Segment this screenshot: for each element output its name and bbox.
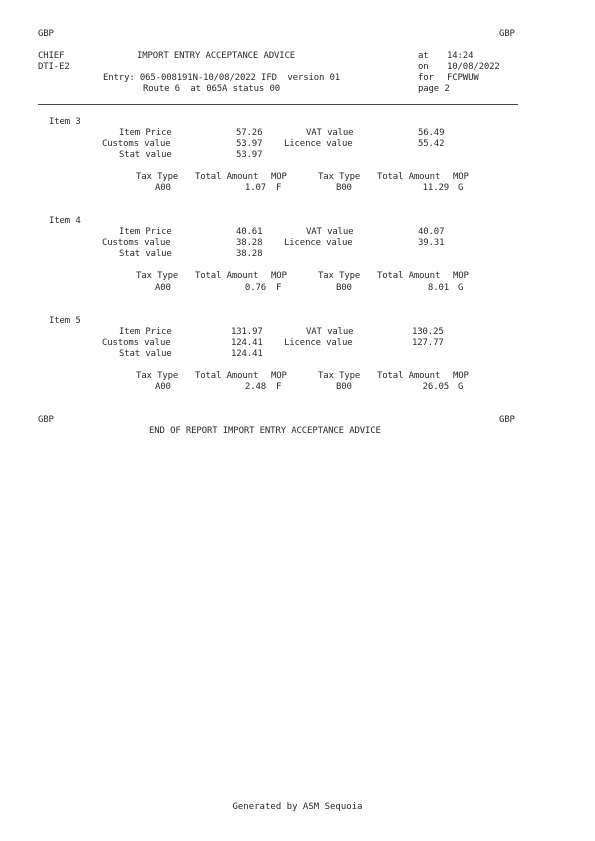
tax-amount-cell: 1.07	[244, 183, 266, 193]
licence-value-label: Licence value	[284, 338, 353, 348]
vat-value: 40.07	[418, 227, 445, 237]
stat-value: 38.28	[236, 249, 263, 259]
tax-type-cell: A00	[155, 283, 171, 293]
report-time: 14:24	[447, 51, 474, 61]
on-label: on	[418, 62, 429, 72]
customs-value-label: Customs value	[102, 338, 171, 348]
for-label: for	[418, 73, 434, 83]
tax-mop-cell: G	[458, 183, 464, 193]
tax-type-header: Tax Type	[136, 371, 179, 381]
tax-mop-cell: G	[458, 283, 464, 293]
mop-header: MOP	[271, 271, 287, 281]
currency-bottom-left: GBP	[38, 415, 54, 425]
customs-value-label: Customs value	[102, 139, 171, 149]
vat-value: 56.49	[418, 128, 445, 138]
stat-value: 124.41	[231, 349, 263, 359]
tax-type-header: Tax Type	[136, 172, 179, 182]
system-name: CHIEF	[38, 51, 65, 61]
item-price-label: Item Price	[119, 128, 172, 138]
mop-header: MOP	[453, 172, 469, 182]
report-title: IMPORT ENTRY ACCEPTANCE ADVICE	[137, 51, 296, 61]
customs-value: 124.41	[231, 338, 263, 348]
tax-mop-cell: F	[276, 382, 282, 392]
stat-value-label: Stat value	[119, 150, 172, 160]
total-amount-header: Total Amount	[377, 172, 441, 182]
item-price-value: 131.97	[231, 327, 263, 337]
vat-value-label: VAT value	[306, 227, 354, 237]
total-amount-header: Total Amount	[377, 371, 441, 381]
tax-amount-cell: 0.76	[244, 283, 266, 293]
total-amount-header: Total Amount	[195, 271, 259, 281]
tax-amount-cell: 8.01	[427, 283, 449, 293]
licence-value: 127.77	[412, 338, 444, 348]
mop-header: MOP	[453, 271, 469, 281]
tax-type-header: Tax Type	[318, 172, 361, 182]
end-of-report: END OF REPORT IMPORT ENTRY ACCEPTANCE ADVICE	[149, 426, 381, 436]
currency-top-right: GBP	[499, 29, 515, 39]
mop-header: MOP	[271, 371, 287, 381]
tax-type-cell: A00	[155, 382, 171, 392]
item-title: Item 3	[49, 117, 81, 127]
licence-value-label: Licence value	[284, 238, 353, 248]
licence-value: 55.42	[418, 139, 445, 149]
tax-type-header: Tax Type	[136, 271, 179, 281]
vat-value: 130.25	[412, 327, 444, 337]
page-number: page 2	[418, 84, 450, 94]
stat-value-label: Stat value	[119, 349, 172, 359]
header-divider	[38, 104, 518, 105]
tax-type-cell: B00	[336, 283, 352, 293]
customs-value: 38.28	[236, 238, 263, 248]
customs-value: 53.97	[236, 139, 263, 149]
entry-line: Entry: 065-008191N-10/08/2022 IFD version 01	[103, 73, 341, 83]
stat-value-label: Stat value	[119, 249, 172, 259]
vat-value-label: VAT value	[306, 128, 354, 138]
tax-amount-cell: 26.05	[422, 382, 449, 392]
mop-header: MOP	[271, 172, 287, 182]
total-amount-header: Total Amount	[195, 172, 259, 182]
item-price-label: Item Price	[119, 227, 172, 237]
item-price-value: 57.26	[236, 128, 263, 138]
route-line: Route 6 at 065A status 00	[143, 84, 280, 94]
licence-value: 39.31	[418, 238, 445, 248]
total-amount-header: Total Amount	[377, 271, 441, 281]
licence-value-label: Licence value	[284, 139, 353, 149]
tax-type-cell: B00	[336, 382, 352, 392]
tax-type-cell: A00	[155, 183, 171, 193]
mop-header: MOP	[453, 371, 469, 381]
currency-top-left: GBP	[38, 29, 54, 39]
tax-mop-cell: F	[276, 183, 282, 193]
user-id: FCPWUW	[447, 73, 479, 83]
report-date: 10/08/2022	[447, 62, 500, 72]
vat-value-label: VAT value	[306, 327, 354, 337]
item-price-label: Item Price	[119, 327, 172, 337]
item-price-value: 40.61	[236, 227, 263, 237]
customs-value-label: Customs value	[102, 238, 171, 248]
tax-type-header: Tax Type	[318, 271, 361, 281]
tax-amount-cell: 2.48	[244, 382, 266, 392]
generator-footer: Generated by ASM Sequoia	[232, 802, 363, 812]
item-title: Item 5	[49, 316, 81, 326]
tax-amount-cell: 11.29	[422, 183, 449, 193]
item-title: Item 4	[49, 216, 81, 226]
stat-value: 53.97	[236, 150, 263, 160]
at-label: at	[418, 51, 429, 61]
report-code: DTI-E2	[38, 62, 70, 72]
tax-mop-cell: F	[276, 283, 282, 293]
tax-type-cell: B00	[336, 183, 352, 193]
currency-bottom-right: GBP	[499, 415, 515, 425]
total-amount-header: Total Amount	[195, 371, 259, 381]
tax-mop-cell: G	[458, 382, 464, 392]
tax-type-header: Tax Type	[318, 371, 361, 381]
